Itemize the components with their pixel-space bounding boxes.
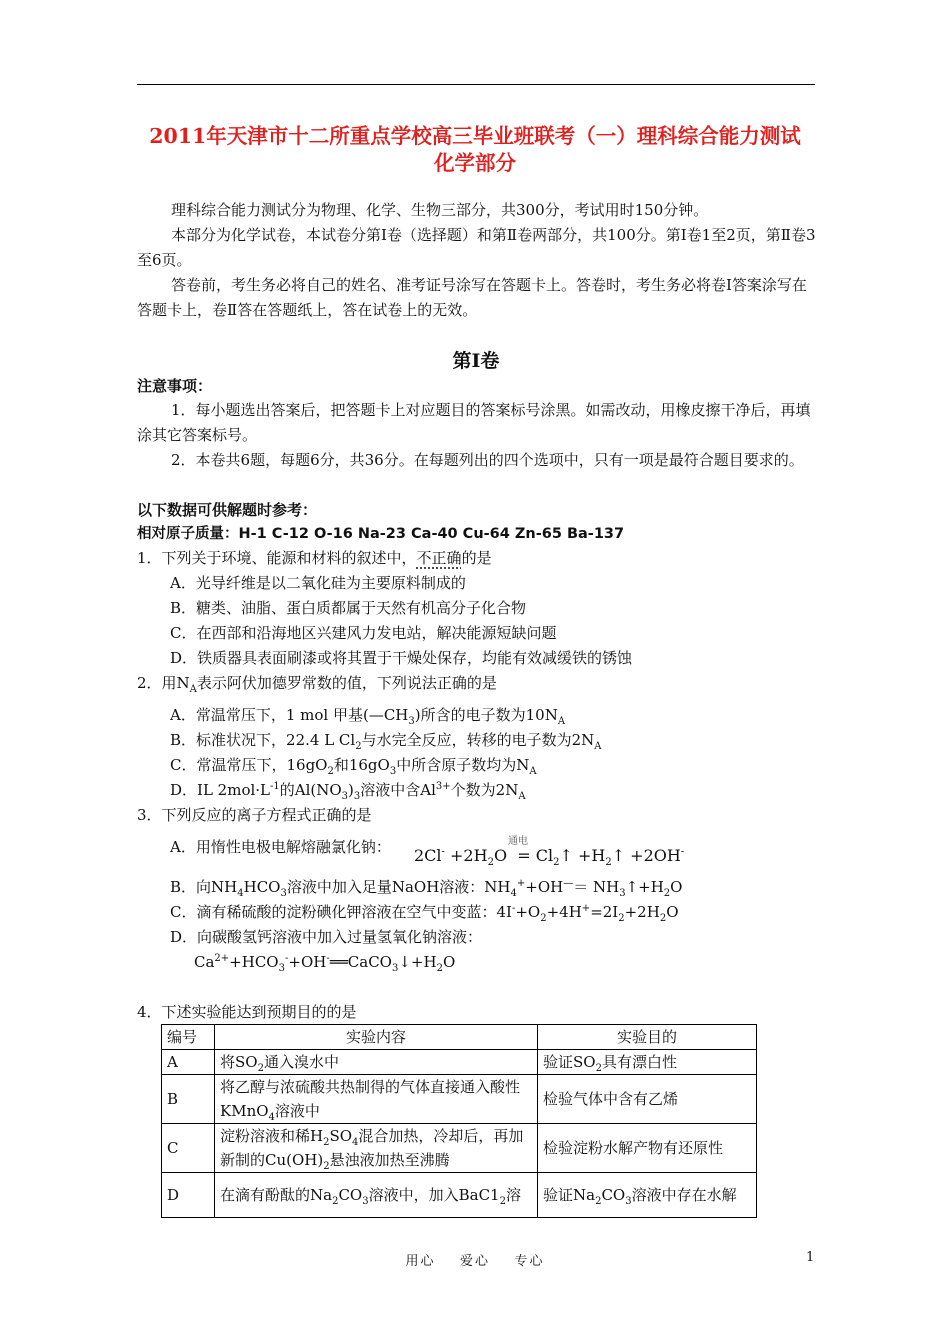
question-1-option-b: B．糖类、油脂、蛋白质都属于天然有机高分子化合物: [170, 599, 527, 617]
question-1-stem: 1．下列关于环境、能源和材料的叙述中，不正确的是: [137, 549, 492, 567]
question-3-option-d-equation: $Ca^{2+}+HCO_3^-+OH^-══CaCO_3↓+H_2O$: [194, 953, 456, 974]
table-cell: C: [162, 1124, 215, 1173]
table-cell: 检验气体中含有乙烯: [538, 1075, 757, 1124]
electrolysis-condition: 通电: [508, 836, 528, 847]
page-footer: 用心 爱心 专心: [405, 1254, 545, 1269]
intro-paragraph-1: 理科综合能力测试分为物理、化学、生物三部分，共300分，考试用时150分钟。: [171, 201, 709, 219]
question-1-option-a: A．光导纤维是以二氧化硅为主要原料制成的: [170, 574, 466, 592]
table-cell: 将乙醇与浓硫酸共热制得的气体直接通入酸性KMnO$_4$溶液中: [215, 1075, 538, 1124]
question-3-option-b: B．向$NH_4HCO_3$溶液中加入足量NaOH溶液：$NH_4^++OH^—=$ $NH_3↑+H_2O$: [170, 878, 683, 899]
table-cell: 验证$Na_2CO_3$溶液中存在水解: [538, 1173, 757, 1218]
table-cell: A: [162, 1050, 215, 1075]
question-2-option-b: B．标准状况下，22.4 L $Cl_2$与水完全反应，转移的电子数为$2N_A$: [170, 731, 602, 752]
table-cell: 将$SO_2$通入溴水中: [215, 1050, 538, 1075]
question-2-option-a: A．常温常压下，1 mol 甲基$(—CH_3)$所含的电子数为$10N_A$: [170, 706, 566, 727]
table-cell: 检验淀粉水解产物有还原性: [538, 1124, 757, 1173]
table-cell: D: [162, 1173, 215, 1218]
question-3-stem: 3．下列反应的离子方程式正确的是: [137, 806, 372, 824]
question-4-stem: 4．下述实验能达到预期目的的是: [137, 1003, 357, 1021]
table-row: [162, 1124, 757, 1173]
header-rule: [137, 84, 815, 85]
intro-paragraph-2: 本部分为化学试卷，本试卷分第Ⅰ卷（选择题）和第Ⅱ卷两部分，共100分。第Ⅰ卷1至2页，第Ⅱ卷3至6页。: [137, 226, 816, 269]
table-header-cell: 实验内容: [215, 1025, 538, 1050]
experiment-table: [161, 1024, 757, 1218]
section-title: 第Ⅰ卷: [452, 350, 500, 372]
table-cell: 在滴有酚酞的$Na_2CO_3$溶液中，加入$BaC1_2$溶: [215, 1173, 538, 1218]
page-number: 1: [806, 1250, 815, 1265]
atomic-masses: 相对原子质量：H-1 C-12 O-16 Na-23 Ca-40 Cu-64 Zn-65 Ba-137: [137, 526, 625, 542]
question-3-option-a-equation: $2Cl^- +2H_2O$ = $Cl_2↑$ $+H_2↑ +2OH^-$: [414, 846, 685, 869]
question-3-option-a-label: A．用惰性电极电解熔融氯化钠：: [170, 838, 391, 856]
table-cell: 淀粉溶液和稀$H_2SO_4$混合加热，冷却后，再加新制的$Cu(OH)_2$悬浊液加热至沸腾: [215, 1124, 538, 1173]
table-cell: B: [162, 1075, 215, 1124]
reference-heading: 以下数据可供解题时参考：: [137, 501, 318, 519]
question-2-stem: 2．用$N_A$表示阿伏加德罗常数的值，下列说法正确的是: [137, 674, 497, 695]
question-3-option-d-label: D．向碳酸氢钙溶液中加入过量氢氧化钠溶液：: [170, 928, 483, 946]
table-header-cell: 编号: [162, 1025, 215, 1050]
question-1-option-c: C．在西部和沿海地区兴建风力发电站，解决能源短缺问题: [170, 624, 557, 642]
question-2-option-d: D．IL $2mol\cdot L^{-1}$的$Al(NO_3)_3$溶液中含$Al^{3+}$个数为$2N_A$: [170, 781, 526, 802]
question-2-option-c: C．常温常压下，$16gO_2$和$16gO_3$中所含原子数均为$N_A$: [170, 756, 537, 777]
table-cell: 验证$SO_2$具有漂白性: [538, 1050, 757, 1075]
table-row: [162, 1173, 757, 1218]
intro-paragraph-3: 答卷前，考生务必将自己的姓名、准考证号涂写在答题卡上。答卷时，考生务必将卷Ⅰ答案涂写在答题卡上，卷Ⅱ答在答题纸上，答在试卷上的无效。: [137, 276, 807, 319]
question-1-option-d: D．铁质器具表面刷漆或将其置于干燥处保存，均能有效减缓铁的锈蚀: [170, 649, 633, 667]
table-header-cell: 实验目的: [538, 1025, 757, 1050]
notice-1: 1．每小题选出答案后，把答题卡上对应题目的答案标号涂黑。如需改动，用橡皮擦干净后，再填涂其它答案标号。: [137, 401, 811, 444]
table-row: [162, 1050, 757, 1075]
table-row: [162, 1075, 757, 1124]
question-1-emphasis: 不正确: [416, 549, 462, 567]
question-3-option-c: C．滴有稀硫酸的淀粉碘化钾溶液在空气中变蓝：$4I^-+O_2+4H^+=2I_2+2H_2O$: [170, 903, 679, 924]
notice-2: 2．本卷共6题，每题6分，共36分。在每题列出的四个选项中，只有一项是最符合题目要求的。: [171, 451, 804, 469]
exam-subtitle: 化学部分: [434, 151, 516, 175]
table-header-row: [162, 1025, 757, 1050]
notice-heading: 注意事项：: [137, 377, 213, 395]
exam-title: 2011年天津市十二所重点学校高三毕业班联考（一）理科综合能力测试: [149, 124, 801, 148]
